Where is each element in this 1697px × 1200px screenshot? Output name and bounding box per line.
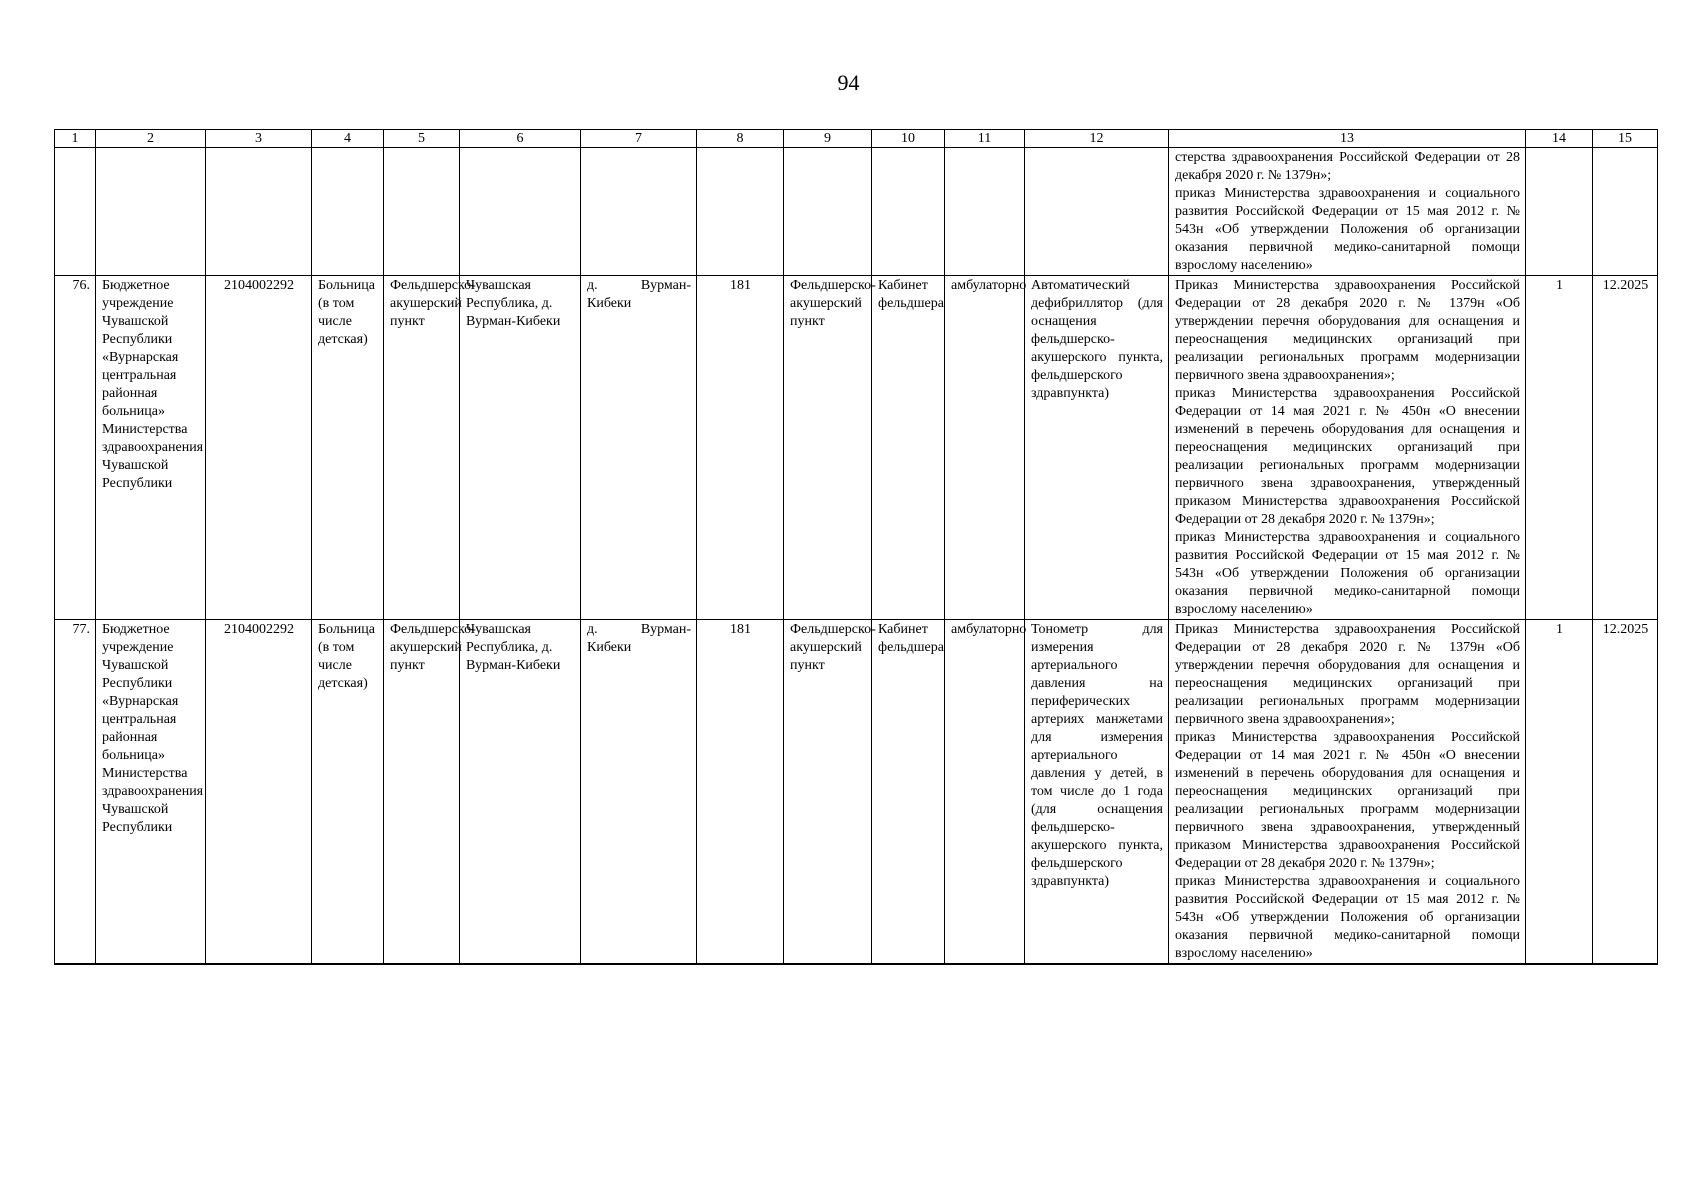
subdivision-cell: Фельдшерско-акушерский пункт: [784, 620, 872, 965]
room-cell: Кабинет фельдшера: [872, 276, 945, 620]
unit-cell: Фельдшерско-акушерский пункт: [384, 620, 460, 965]
column-number-row: [55, 130, 1658, 148]
column-header: 12: [1025, 130, 1169, 148]
unit-cell: Фельдшерско-акушерский пункт: [384, 276, 460, 620]
facility-type-cell: Больница (в том числе детская): [312, 620, 384, 965]
inn-cell: 2104002292: [206, 620, 312, 965]
column-header: 8: [697, 130, 784, 148]
organization-cell: Бюджетное учреждение Чувашской Республики «Вурнарская центральная районная больница» Министерства здравоохранения Чувашской Республики: [96, 620, 206, 965]
equipment-cell: Автоматический дефибриллятор (для оснащения фельдшерско-акушерского пункта, фельдшерского здравпункта): [1025, 276, 1169, 620]
organization-cell: Бюджетное учреждение Чувашской Республики «Вурнарская центральная районная больница» Министерства здравоохранения Чувашской Республики: [96, 276, 206, 620]
row-number: 76.: [55, 276, 96, 620]
legal-basis-text: Приказ Министерства здравоохранения Российской Федерации от 28 декабря 2020 г. № 1379н «Об утверждении перечня оборудования для оснащения и переоснащения медицинских организаций при реализации региональных программ модернизации первичного звена здравоохранения»; приказ Министерства здравоохранения Российской Федерации от 14 мая 2021 г. № 450н «О внесении изменений в перечень оборудования для оснащения и переоснащения медицинских организаций при реализации региональных программ модернизации первичного звена здравоохранения, утвержденный приказом Министерства здравоохранения Российской Федерации от 28 декабря 2020 г. № 1379н»; приказ Министерства здравоохранения и социального развития Российской Федерации от 15 мая 2012 г. № 543н «Об утверждении Положения об организации оказания первичной медико-санитарной помощи взрослому населению»: [1175, 622, 1520, 961]
column-header: 5: [384, 130, 460, 148]
continued-row: [55, 148, 1658, 276]
row-number: 77.: [55, 620, 96, 965]
legal-basis-cell: [1169, 148, 1526, 276]
column-header: 1: [55, 130, 96, 148]
subdivision-cell: Фельдшерско-акушерский пункт: [784, 276, 872, 620]
legal-basis-cell: [1169, 276, 1526, 620]
condition-cell: амбулаторно: [945, 276, 1025, 620]
deadline-cell: 12.2025: [1593, 276, 1658, 620]
column-header: 7: [581, 130, 697, 148]
quantity-cell: 1: [1526, 276, 1593, 620]
inn-cell: 2104002292: [206, 276, 312, 620]
code-cell: 181: [697, 620, 784, 965]
equipment-cell: Тонометр для измерения артериального давления на периферических артериях манжетами для измерения артериального давления у детей, в том числе до 1 года (для оснащения фельдшерско-акушерского пункта, фельдшерского здравпункта): [1025, 620, 1169, 965]
quantity-cell: 1: [1526, 620, 1593, 965]
column-header: 2: [96, 130, 206, 148]
code-cell: 181: [697, 276, 784, 620]
column-header: 3: [206, 130, 312, 148]
locality-cell: д. Вурман-Кибеки: [581, 276, 697, 620]
legal-basis-cell: [1169, 620, 1526, 965]
column-header: 10: [872, 130, 945, 148]
deadline-cell: 12.2025: [1593, 620, 1658, 965]
column-header: 13: [1169, 130, 1526, 148]
column-header: 9: [784, 130, 872, 148]
facility-type-cell: Больница (в том числе детская): [312, 276, 384, 620]
legal-basis-text: Приказ Министерства здравоохранения Российской Федерации от 28 декабря 2020 г. № 1379н «Об утверждении перечня оборудования для оснащения и переоснащения медицинских организаций при реализации региональных программ модернизации первичного звена здравоохранения»; приказ Министерства здравоохранения Российской Федерации от 14 мая 2021 г. № 450н «О внесении изменений в перечень оборудования для оснащения и переоснащения медицинских организаций при реализации региональных программ модернизации первичного звена здравоохранения, утвержденный приказом Министерства здравоохранения Российской Федерации от 28 декабря 2020 г. № 1379н»; приказ Министерства здравоохранения и социального развития Российской Федерации от 15 мая 2012 г. № 543н «Об утверждении Положения об организации оказания первичной медико-санитарной помощи взрослому населению»: [1175, 278, 1520, 617]
legal-basis-text: стерства здравоохранения Российской Федерации от 28 декабря 2020 г. № 1379н»; приказ Министерства здравоохранения и социального развития Российской Федерации от 15 мая 2012 г. № 543н «Об утверждении Положения об организации оказания первичной медико-санитарной помощи взрослому населению»: [1175, 150, 1520, 273]
address-cell: Чувашская Республика, д. Вурман-Кибеки: [460, 276, 581, 620]
locality-cell: д. Вурман-Кибеки: [581, 620, 697, 965]
column-header: 4: [312, 130, 384, 148]
address-cell: Чувашская Республика, д. Вурман-Кибеки: [460, 620, 581, 965]
column-header: 14: [1526, 130, 1593, 148]
column-header: 11: [945, 130, 1025, 148]
equipment-table: [54, 129, 1658, 965]
table-row: [55, 620, 1658, 965]
condition-cell: амбулаторно: [945, 620, 1025, 965]
column-header: 15: [1593, 130, 1658, 148]
column-header: 6: [460, 130, 581, 148]
room-cell: Кабинет фельдшера: [872, 620, 945, 965]
page-number: 94: [837, 70, 860, 95]
table-row: [55, 276, 1658, 620]
